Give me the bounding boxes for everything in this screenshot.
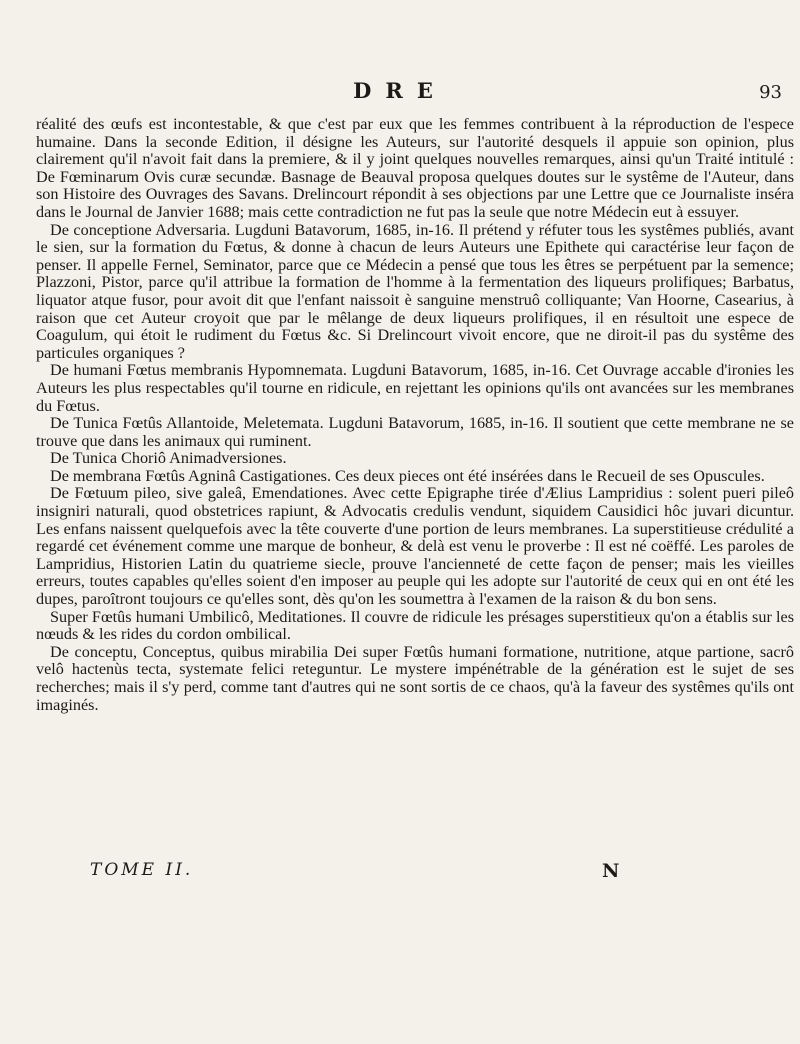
entry-de-conceptione: De conceptione Adversaria. Lugduni Batavorum, 1685, in-16. Il prétend y réfuter tous les systêmes publiés, avant le sien, sur la formation du Fœtus, & donne à chacun de leurs Auteurs une Epithete qui caractérise leur façon de penser. Il appelle Fernel, Seminator, parce que ce Médecin a pensé que tous les êtres se perpétuent par la semence; Plazzoni, Pistor, parce qu'il attribue la formation de l'homme à la fermentation des liqueurs prolifiques; Barbatus, liquator atque fusor, pour avoit dit que l'enfant naissoit è sanguine menstruô colliquante; Van Hoorne, Casearius, à raison que cet Auteur croyoit que par le mêlange de deux liqueurs prolifiques, il en résultoit une espece de Coagulum, qui étoit le rudiment du Fœtus &c. Si Drelincourt vivoit encore, que ne diroit-il pas du systême des particules organiques ? [36,220,794,362]
entry-de-foetuum-pileo: De Fœtuum pileo, sive galeâ, Emendationes. Avec cette Epigraphe tirée d'Ælius Lampridius : solent pueri pileô insigniri naturali, quod obstetrices rapiunt, & Advocatis credulis vendunt, siquidem Causidici hôc juvari dicuntur. Les enfans naissent quelquefois avec la tête couverte d'une portion de leurs membranes. La superstitieuse crédulité a regardé cet événement comme une marque de bonheur, & delà est venu le proverbe : Il est né coëffé. Les paroles de Lampridius, Historien Latin du quatrieme siecle, prouve l'ancienneté de cette façon de penser; mais les vieilles erreurs, toutes capables qu'elles soient d'en imposer au peuple qui les adopte sur l'autorité de ceux qui en ont été les dupes, paroîtront toujours ce qu'elles sont, dès qu'on les soumettra à l'examen de la raison & du bon sens. [36,484,794,609]
entry-de-tunica-chorio: De Tunica Choriô Animadversiones. [50,449,287,468]
volume-mark: TOME II. [90,860,194,880]
paragraph-continuation: réalité des œufs est incontestable, & que c'est par eux que les femmes contribuent à la réproduction de l'espece humaine. Dans la seconde Edition, il désigne les Auteurs, sur l'autorité desquels il appuie son opinion, plus clairement qu'il n'avoit fait dans la premiere, & il y joint quelques nouvelles remarques, ainsi qu'un Traité intitulé : De Fœminarum Ovis curæ secundæ. Basnage de Beauval proposa quelques doutes sur le systême de l'Auteur, dans son Histoire des Ouvrages des Savans. Drelincourt répondit à ses objections par une Lettre que ce Journaliste inséra dans le Journal de Janvier 1688; mais cette contradiction ne fut pas la seule que notre Médecin eut à essuyer. [36,115,794,221]
entry-de-humani-foetus: De humani Fœtus membranis Hypomnemata. Lugduni Batavorum, 1685, in-16. Cet Ouvrage accable d'ironies les Auteurs les plus respectables qu'il tourne en ridicule, en rejettant les opinions qu'ils ont avancées sur les membranes du Fœtus. [36,361,794,415]
page-header [0,78,800,108]
page-footer [0,860,800,890]
entry-de-membrana: De membrana Fœtûs Agninâ Castigationes. Ces deux pieces ont été insérées dans le Recueil de ses Opuscules. [50,466,765,485]
entry-de-conceptu: De conceptu, Conceptus, quibus mirabilia Dei super Fœtûs humani formatione, nutritione, atque partione, sacrô velô hactenùs tecta, systemate felici reteguntur. Le mystere impénétrable de la génération est le sujet de ses recherches; mais il s'y perd, comme tant d'autres qui ne sont sortis de ce chaos, qu'à la faveur des systêmes qu'ils ont imaginés. [36,642,794,714]
running-head: DRE [353,78,447,103]
body-text [36,116,794,714]
page-number: 93 [759,82,782,103]
entry-de-tunica-allantoide: De Tunica Fœtûs Allantoide, Meletemata. Lugduni Batavorum, 1685, in-16. Il soutient que cette membrane ne se trouve que dans les animaux qui ruminent. [36,414,794,450]
signature-mark: N [602,860,620,882]
entry-super-foetus-umbilico: Super Fœtûs humani Umbilicô, Meditationes. Il couvre de ridicule les présages superstitieux qu'on a établis sur les nœuds & les rides du cordon ombilical. [36,607,794,644]
